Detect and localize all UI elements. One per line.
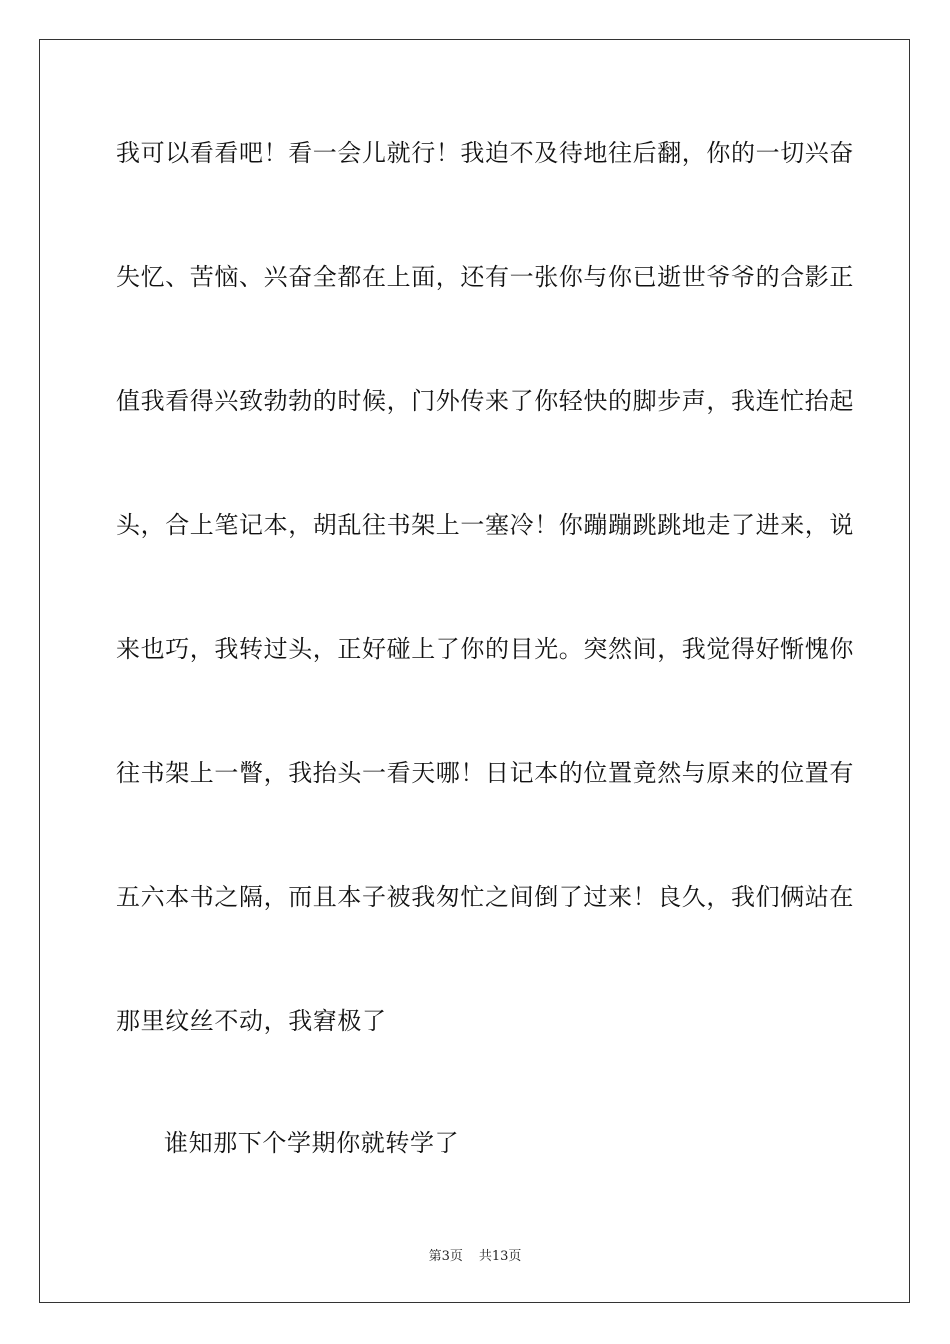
page-footer: [0, 1248, 950, 1266]
page-border: [39, 39, 910, 1303]
body-line-3: 值我看得兴致勃勃的时候，门外传来了你轻快的脚步声，我连忙抬起: [116, 387, 854, 415]
paragraph-2: 谁知那下个学期你就转学了: [164, 1129, 460, 1157]
body-line-1: 我可以看看吧！看一会儿就行！我迫不及待地往后翻，你的一切兴奋: [116, 139, 854, 167]
body-line-2: 失忆、苦恼、兴奋全都在上面，还有一张你与你已逝世爷爷的合影正: [116, 263, 854, 291]
body-line-8: 那里纹丝不动，我窘极了: [116, 1007, 387, 1035]
body-line-6: 往书架上一瞥，我抬头一看天哪！日记本的位置竟然与原来的位置有: [116, 759, 854, 787]
page-total: 共13页: [478, 1249, 522, 1264]
body-line-7: 五六本书之隔，而且本子被我匆忙之间倒了过来！良久，我们俩站在: [116, 883, 854, 911]
body-line-4: 头，合上笔记本，胡乱往书架上一塞冷！你蹦蹦跳跳地走了进来，说: [116, 511, 854, 539]
body-line-5: 来也巧，我转过头，正好碰上了你的目光。突然间，我觉得好惭愧你: [116, 635, 854, 663]
page-number: 第3页: [428, 1249, 463, 1264]
